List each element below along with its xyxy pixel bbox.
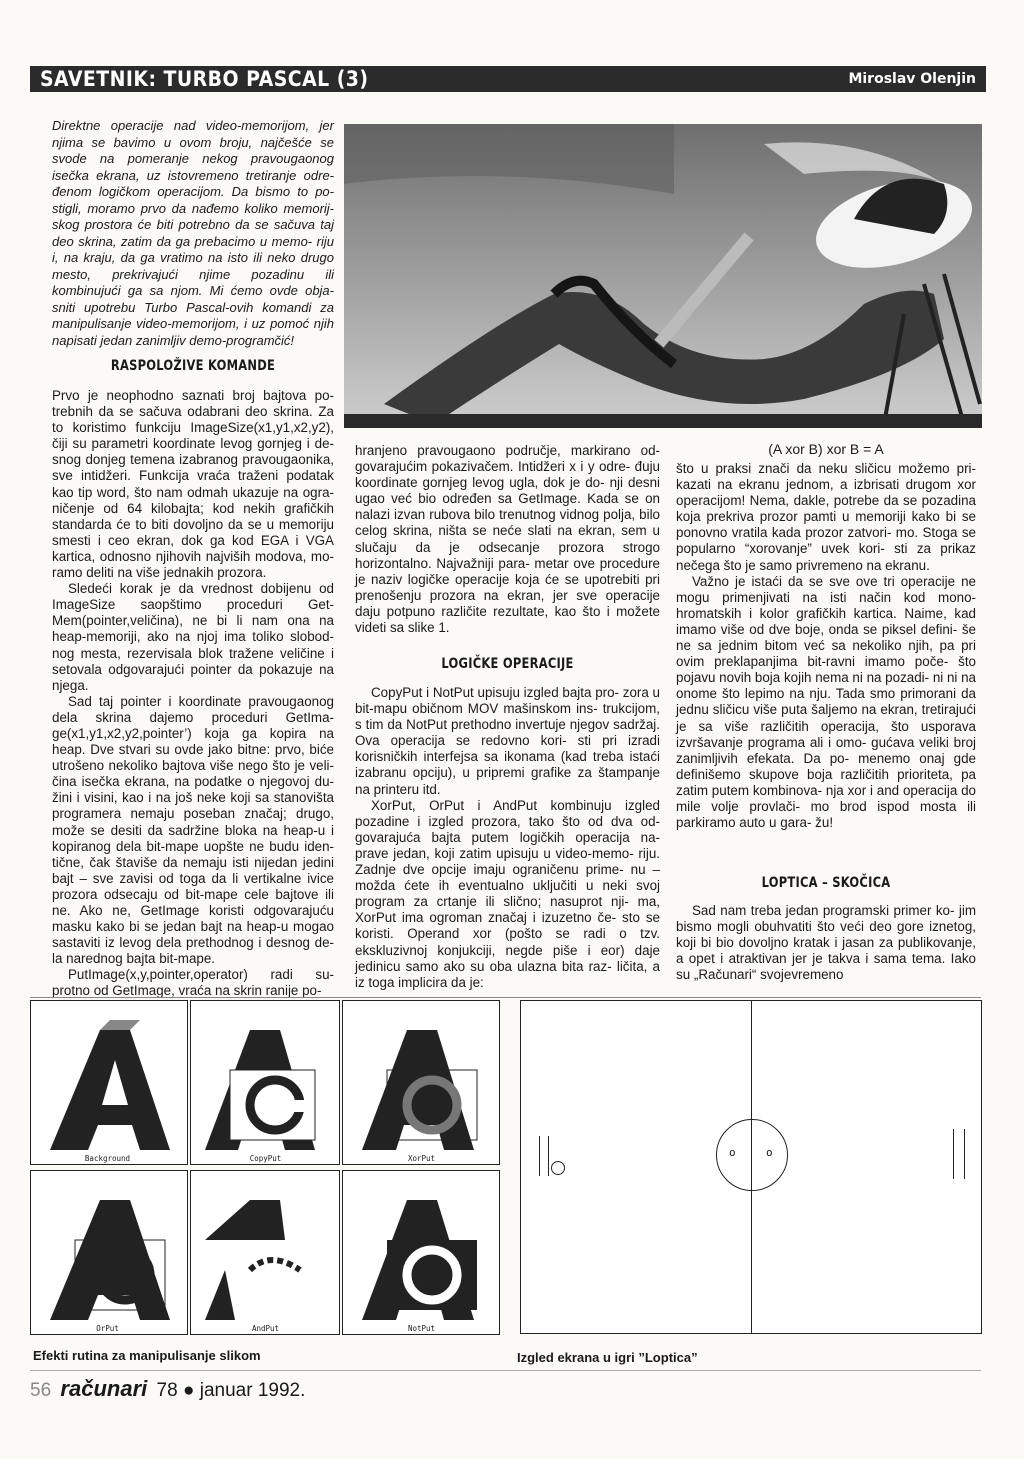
issue-number: 78 xyxy=(156,1380,178,1401)
issue-date: januar 1992. xyxy=(199,1380,306,1401)
magazine-name: računari xyxy=(60,1376,148,1401)
col2-para-2: CopyPut i NotPut upisuju izgled bajta pro- zora u bit-mapu običnom MOV mašinskom ins- trukcijom, s tim da NotPut prethodno invertuje njegov sadržaj. Ova operacija se redovno kori- sti pri izradi korisničkih interfejsa sa ikonama (kad treba istaći izabranu opciju), u pripremi grafike za štampanje na printeru itd. xyxy=(355,685,660,797)
column-3 xyxy=(676,461,976,831)
figure-2-caption: Izgled ekrana u igri ”Loptica” xyxy=(517,1350,698,1365)
ball-right: o xyxy=(766,1146,773,1159)
section-heading-commands: RASPOLOŽIVE KOMANDE xyxy=(110,358,276,374)
label-background: Background xyxy=(84,1154,131,1163)
column-2 xyxy=(355,443,660,636)
column-3b xyxy=(676,903,976,983)
label-copyput: CopyPut xyxy=(249,1154,282,1163)
game-field xyxy=(520,1000,982,1334)
paddle-left xyxy=(539,1136,549,1176)
column-2b xyxy=(355,685,660,991)
label-notput: NotPut xyxy=(407,1324,436,1333)
article-title: SAVETNIK: TURBO PASCAL (3) xyxy=(40,67,369,91)
thumb-orput xyxy=(30,1170,188,1335)
header-bar xyxy=(30,66,986,92)
paddle-right xyxy=(953,1129,965,1179)
beach-photo xyxy=(344,124,982,428)
bullet-icon: ● xyxy=(182,1380,195,1401)
figure-1 xyxy=(30,1000,510,1340)
footer-rule xyxy=(30,1370,981,1371)
col2-para-3: XorPut, OrPut i AndPut kombinuju izgled pozadine i izgled prozora, tako što od dva od- govarajuća bajta putem logičkih operacija na- prave jedan, koji zatim upisuju u video-memo- riju. Zadnje dve opcije imaju ograničenu prime- nu – možda ćete ih eventualno uključiti u neki svoj program za crtanje ili slično; nasuprot nji- ma, XorPut ima ogroman značaj i izuzetno če- sto se koristi. Operand xor (pošto se radi o tzv. ekskluzivnoj konjukciji, negde piše i eor) daje jedinicu samo ako su oba ulazna bita raz- ličita, a iz toga implicira da je: xyxy=(355,797,660,990)
label-orput: OrPut xyxy=(96,1324,119,1333)
col1-para-4: PutImage(x,y,pointer,operator) radi su- protno od GetImage, vraća na skrin ranije po- xyxy=(52,967,334,999)
col1-para-1: Prvo je neophodno saznati broj bajtova po- trebnih da se sačuva odabrani deo skrina. Za to koristimo funkciju ImageSize(x1,y1,x2,y2), čiji su parametri koordinate levog gornjeg i de- snog donjeg temena izabranog pravougaonika, sve intidžeri. Funkcija vraća traženi podatak kao tip word, što nam odmah ukazuje na ogra- ničenje od 64 kilobajta; kod nekih grafičkih standarda će to biti dovoljno da se u memoriju smesti i ceo ekran, dok ga kod EGA i VGA kartica, odnosno njihovih najviših modova, mo- ramo deliti na više jednakih prozora. xyxy=(52,388,334,581)
author-name: Miroslav Olenjin xyxy=(848,71,976,87)
col3-para-2: Važno je istaći da se sve ove tri operacije ne mogu primenjivati na isti način kod mono- hromatskih i kolor grafičkih kartica. Naime, kad imamo više od dve boje, onda se piksel defini- še ne sa jednim bitom već sa nekoliko njih, pa pri ovim preklapanjima bit-ravni imamo poče- što pojavu novih boja kojih nema ni na pozadi- ni ni na onome što lepimo na nju. Tada smo primorani da jednu sličicu više puta šaljemo na ekran, tretirajući je sa više različitih operacija, što usporava izvršavanje programa ali i omo- gućava veliki broj zanimljivih efekata. Da po- menemo onaj gde definišemo skupove boja različitih prioriteta, pa zatim putem kombinova- nja xor i and operacija do mile volje provlači- mo brod ispod mosta ili parkiramo auto u gara- žu! xyxy=(676,573,977,831)
ball xyxy=(551,1161,565,1175)
col1-para-2: Sledeći korak je da vrednost dobijenu od ImageSize saopštimo proceduri Get- Mem(pointer,veličina), ne bi li nam ona na heap-memoriji, ako na njoj ima toliko slobod- nog mesta, rezervisala blok tražene veličine i setovala odgovarajući pointer da pokazuje na njega. xyxy=(52,581,334,693)
thumb-background xyxy=(30,1000,188,1165)
section-heading-logic: LOGIČKE OPERACIJE xyxy=(441,656,574,672)
label-andput: AndPut xyxy=(251,1324,280,1333)
thumb-andput xyxy=(190,1170,340,1335)
col3-para-3: Sad nam treba jedan programski primer ko- jim bismo mogli obuhvatiti što veći deo gore iznetog, koji bi bio dovoljno kratak i jasan za publikovanje, a opet i atraktivan jer je takva i sama tema. Iako su „Računari“ svojevremeno xyxy=(676,903,976,983)
label-xorput: XorPut xyxy=(407,1154,436,1163)
thumb-xorput xyxy=(342,1000,500,1165)
col1-para-3: Sad taj pointer i koordinate pravougaonog dela skrina dajemo proceduri GetIma- ge(x1,y1,x2,y2,pointer’) koja ga kopira na heap. Dve stvari su ovde jako bitne: prvo, biće utrošeno nekoliko bajtova više nego što je veli- čina isečka ekrana, na podatke o njegovoj du- žini i visini, kao i na još neke koji sa stanovišta programera nemaju poseban značaj; drugo, može se desiti da sadržine bloka na heap-u i kopiranog dela bit-mape uopšte ne budu iden- tične, čak štaviše da nemaju isti nijedan jedini bajt – sve zavisi od toga da li vertikalne ivice prozora odsecaju od bit-mape cele bajtove ili ne. Ako ne, GetImage koristi odgovarajuću masku kako bi se jedan bajt na heap-u mogao sastaviti iz levog dela prethodnog i desnog de- la narednog bajta bit-mape. xyxy=(52,693,334,967)
figure-1-caption: Efekti rutina za manipulisanje slikom xyxy=(33,1348,261,1363)
center-circle xyxy=(716,1119,788,1191)
ball-left: o xyxy=(729,1146,736,1159)
formula: (A xor B) xor B = A xyxy=(768,441,884,457)
col2-para-1: hranjeno pravougaono područje, markirano od- govarajućim pokazivačem. Intidžeri x i y odre- đuju koordinate gornjeg levog ugla, dok je do- nji desni ugao već bio određen sa GetImage. Kada se on nalazi izvan rubova bilo trenutnog vidnog polja, bilo celog skrina, ništa se neće slati na ekran, sem u slučaju da je odsecanje prozora strogo horizontalno. Najvažniji para- metar ove procedure je naziv logičke operacije koja će se upotrebiti pri prenošenju prozora na ekran, jer sve operacije daju potpuno različite rezultate, kao što i možete videti sa slike 1. xyxy=(355,443,660,636)
col3-para-1: što u praksi znači da neku sličicu možemo pri- kazati na ekranu jednom, a izbrisati drugom xor operacijom! Nema, dakle, potrebe da se pozadina koja prekriva prozor pamti u memoriji kako bi se ponovno vratila kada prozor zatvori- mo. Stoga se popularno “xorovanje” uvek kori- sti za prikaz nečega što je samo privremeno na ekranu. xyxy=(676,461,976,573)
footer xyxy=(30,1376,305,1402)
section-heading-ball: LOPTICA – SKOČICA xyxy=(761,875,891,891)
thumb-copyput xyxy=(190,1000,340,1165)
column-1 xyxy=(52,388,334,1000)
page-number: 56 xyxy=(30,1380,52,1401)
thumb-notput xyxy=(342,1170,500,1335)
intro-text: Direktne operacije nad video-memorijom, jer njima se bavimo u ovom broju, najčešće se svode na pomeranje nekog pravougaonog isečka ekrana, uz istovremeno tretiranje odre- đenom logičkom operacijom. Da bismo to po- stigli, moramo prvo da nađemo koliko memorij- skog prostora će biti potrebno da se sačuva taj deo skrina, zatim da ga prebacimo u memo- riju i, na kraju, da ga vratimo na isto ili neko drugo mesto, prekrivajući njime pozadinu ili kombinujući ga sa njom. Mi ćemo ovde obja- sniti upotrebu Turbo Pascal-ovih komandi za manipulisanje video-memorijom, i uz pomoć njih napisati jedan zanimljiv demo-programčić! xyxy=(52,118,334,348)
